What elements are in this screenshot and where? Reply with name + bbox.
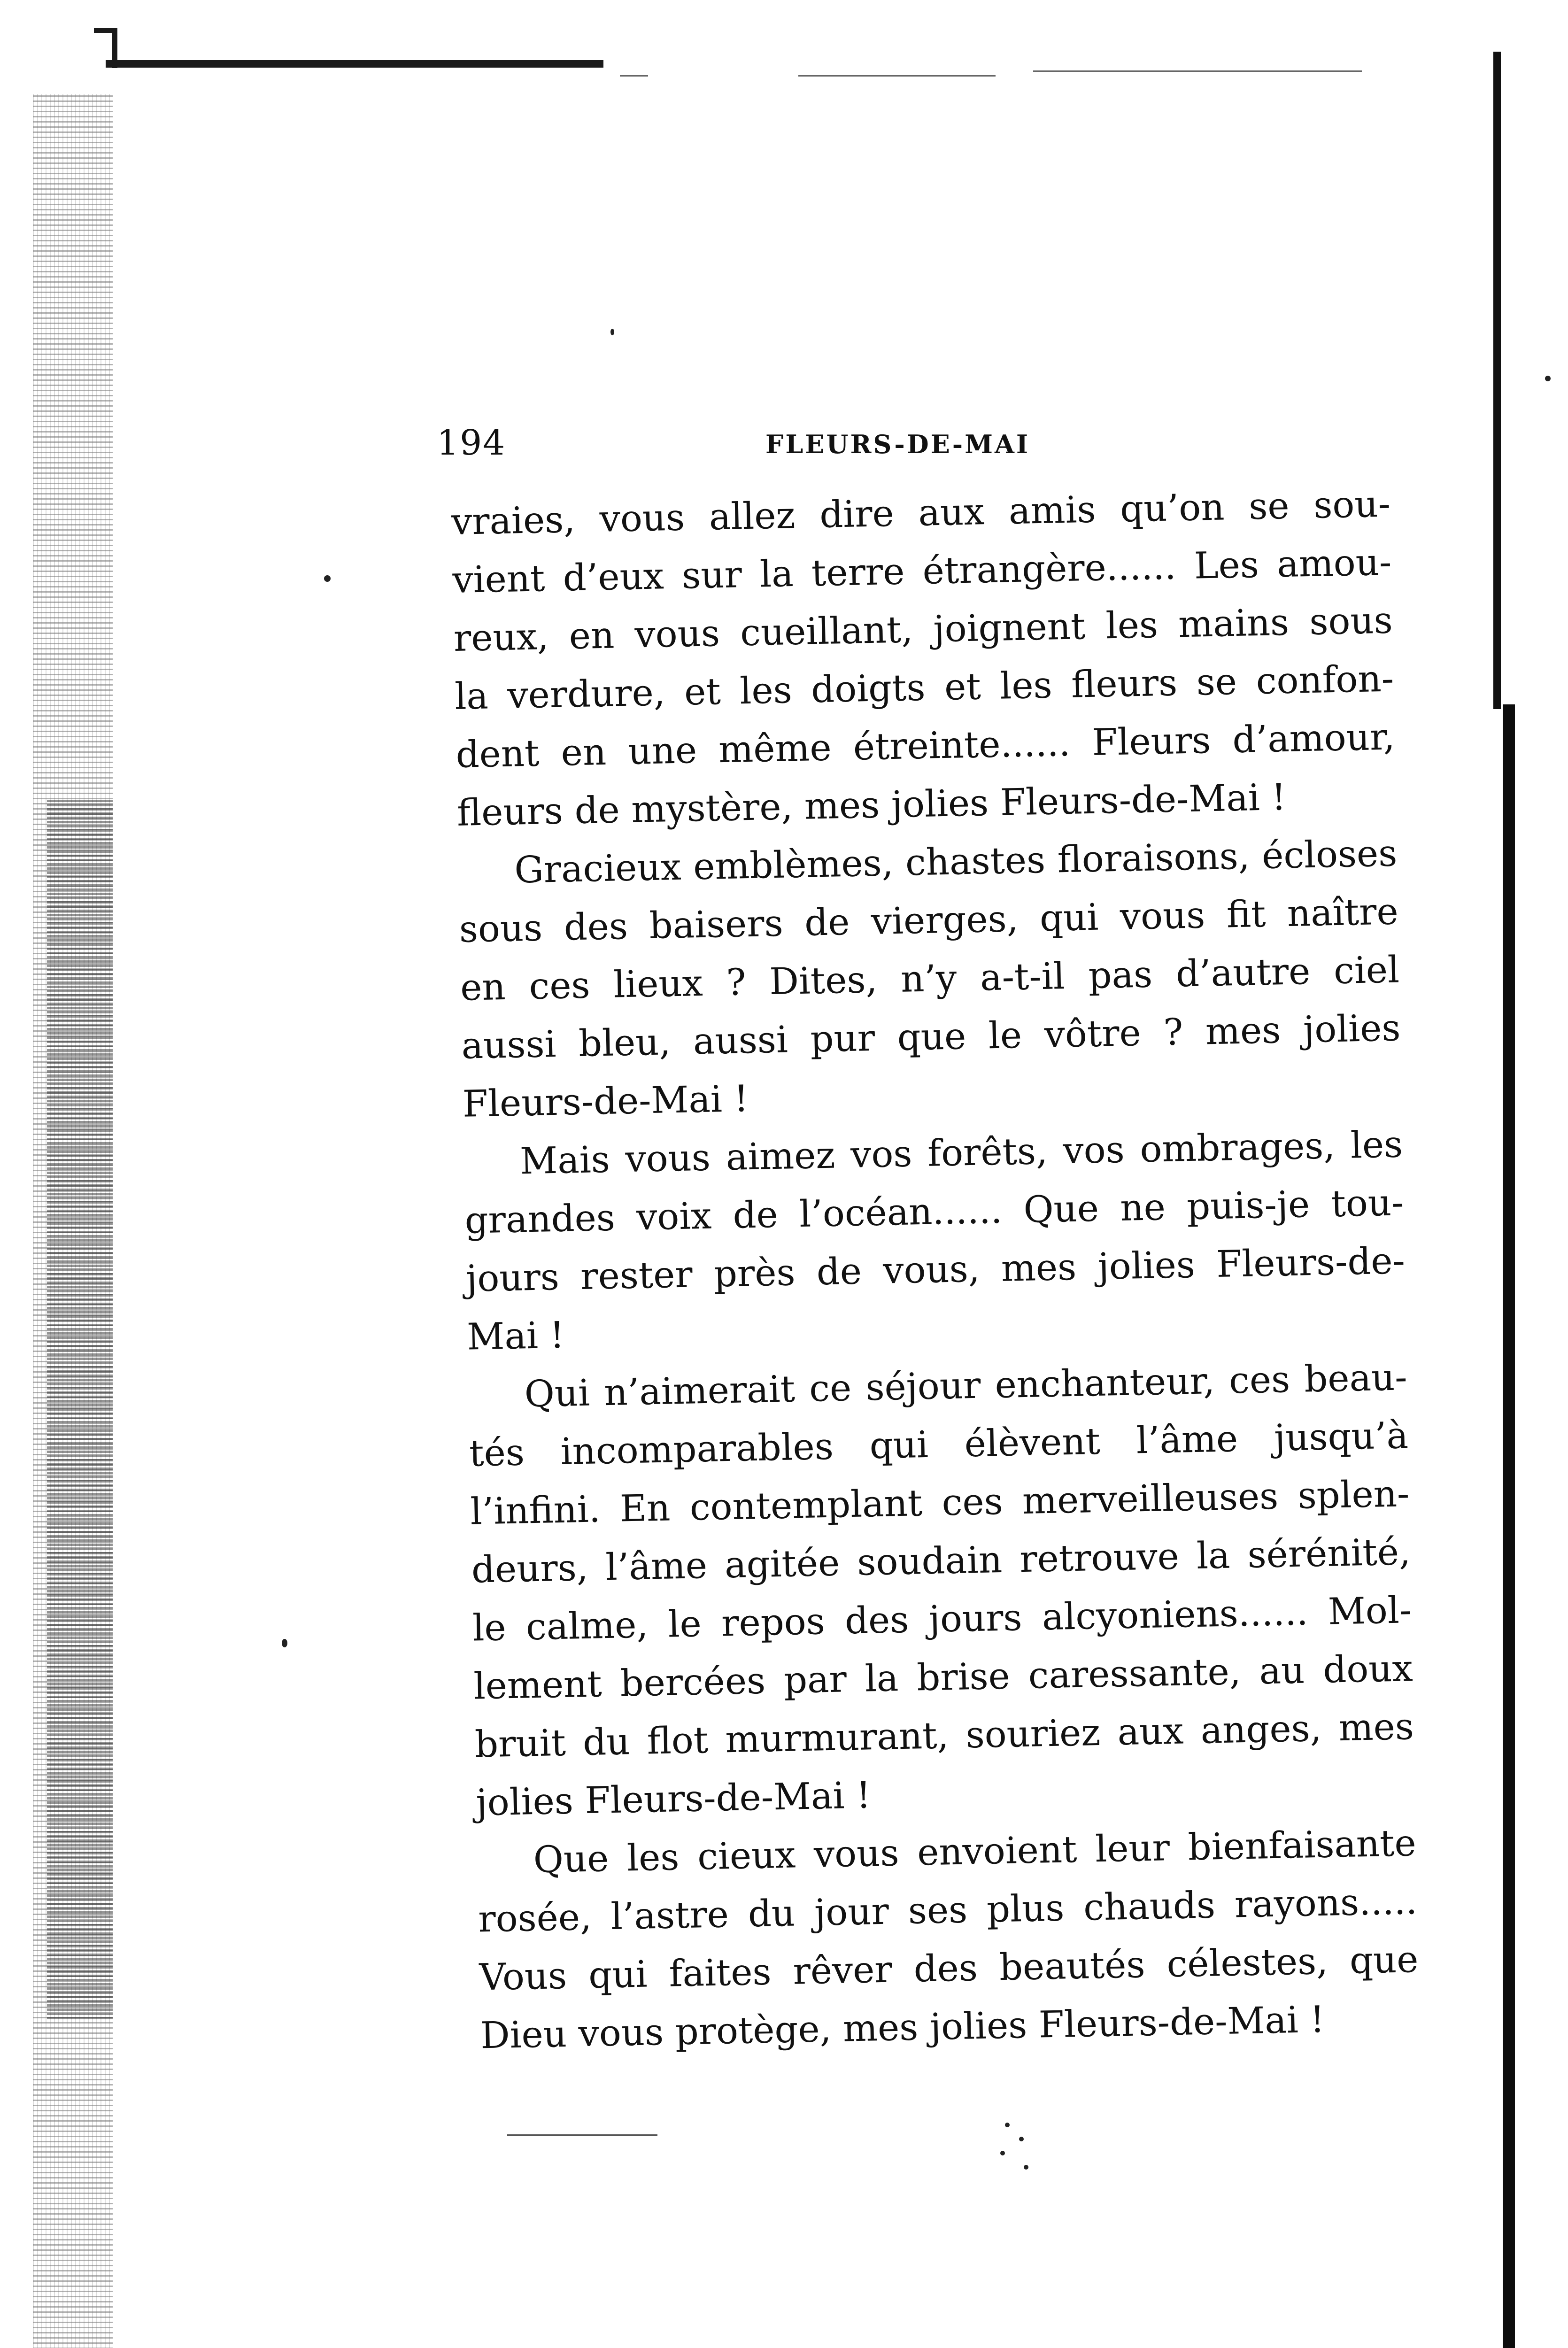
text-line: jours rester près de vous, mes jolies Fleurs-de-	[465, 1240, 1406, 1300]
text-line: Que les cieux vous envoient leur bienfaisante	[533, 1822, 1417, 1882]
page-header	[437, 423, 1376, 470]
scan-speck	[610, 329, 614, 335]
paragraph	[451, 474, 1425, 842]
text-line: sous des baisers de vierges, qui vous fit naître	[458, 890, 1399, 951]
text-line: bruit du flot murmurant, souriez aux anges, mes	[474, 1706, 1414, 1766]
text-line: reux, en vous cueillant, joignent les mains sous	[453, 599, 1393, 660]
scan-top-rule	[106, 60, 603, 68]
scan-speck	[1545, 376, 1551, 381]
text-line: fleurs de mystère, mes jolies Fleurs-de-Mai !	[456, 776, 1287, 834]
text-line: rosée, l’astre du jour ses plus chauds rayons.....	[478, 1880, 1418, 1941]
text-line: Gracieux emblèmes, chastes floraisons, écloses	[514, 832, 1398, 892]
scan-right-edge-lower	[1503, 704, 1515, 2348]
scan-dash	[1033, 70, 1362, 72]
text-line: Vous qui faites rêver des beautés célestes, que	[479, 1939, 1419, 1999]
text-line: dent en une même étreinte...... Fleurs d’amour,	[455, 716, 1396, 776]
paragraph	[477, 1814, 1448, 2065]
scan-dots	[1000, 2123, 1043, 2174]
scan-binding-shadow-dense	[47, 798, 113, 2019]
text-line: jolies Fleurs-de-Mai !	[475, 1774, 872, 1824]
running-head: FLEURS-DE-MAI	[765, 429, 1030, 459]
text-line: deurs, l’âme agitée soudain retrouve la sérénité,	[471, 1531, 1411, 1591]
text-line: tés incomparables qui élèvent l’âme jusqu’à	[469, 1414, 1409, 1475]
text-line: Qui n’aimerait ce séjour enchanteur, ces beau-	[524, 1356, 1408, 1416]
text-line: vient d’eux sur la terre étrangère...... Les amou-	[452, 541, 1392, 602]
paragraph	[463, 1115, 1435, 1366]
scan-speck	[282, 1639, 287, 1647]
scan-right-edge	[1493, 52, 1501, 709]
text-line: vraies, vous allez dire aux amis qu’on se sou-	[451, 483, 1391, 543]
text-line: l’infini. En contemplant ces merveilleuses splen-	[470, 1473, 1410, 1533]
paragraph	[457, 824, 1430, 1133]
text-line: Mais vous aimez vos forêts, vos ombrages, les	[519, 1123, 1403, 1183]
scan-dash	[620, 75, 648, 77]
text-line: grandes voix de l’océan...... Que ne puis-je tou-	[464, 1182, 1405, 1242]
page-number: 194	[437, 423, 506, 463]
text-line: Fleurs-de-Mai !	[462, 1078, 749, 1126]
text-line: le calme, le repos des jours alcyoniens...... Mol-	[472, 1589, 1412, 1650]
scan-dash	[798, 75, 996, 77]
text-line: la verdure, et les doigts et les fleurs se confon-	[454, 657, 1394, 718]
body-text	[451, 474, 1448, 2065]
text-line: en ces lieux ? Dites, n’y a-t-il pas d’autre ciel	[460, 949, 1400, 1009]
paragraph	[468, 1348, 1444, 1832]
text-line: Mai !	[466, 1314, 565, 1359]
text-line: lement bercées par la brise caressante, au doux	[473, 1647, 1414, 1708]
scan-speck	[324, 575, 331, 582]
scan-bottom-rule	[507, 2134, 657, 2136]
text-line: aussi bleu, aussi pur que le vôtre ? mes jolies	[461, 1007, 1401, 1067]
text-line: Dieu vous protège, mes jolies Fleurs-de-Mai !	[480, 1998, 1325, 2057]
